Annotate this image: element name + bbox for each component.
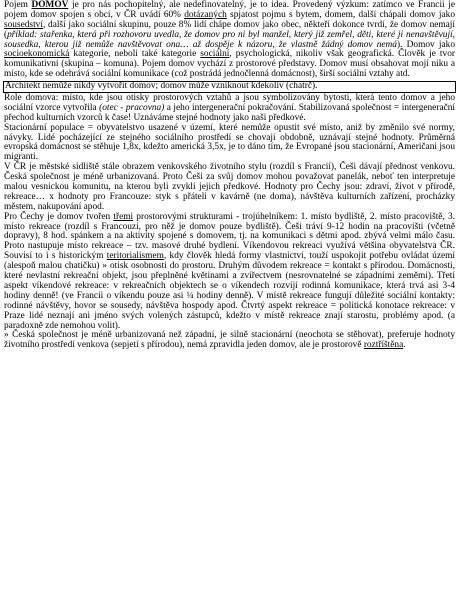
- paragraph-stacionarni-populace: [4, 124, 455, 164]
- text-run: Role domova: místo, kde jsou otisky prostorových vztahů a jsou symbolizovány bytosti, která tento domov a jeho sociální vzorce vytvořila: [4, 93, 455, 113]
- term-roztristena: roztříštěna: [363, 340, 404, 351]
- example-paren: (otec - pracovna): [99, 102, 165, 113]
- text-run: spjatost pojmu s bytem, domem, další chápali domov jako: [226, 9, 456, 20]
- term-teritorialismem: teritorialismem: [106, 251, 164, 262]
- term-socialni: sociální: [200, 49, 230, 60]
- text-run: kategorie, neboli také kategorie: [69, 49, 201, 60]
- example-quote: příklad: stařenka, která při rozhovoru uvedla, že domov pro ni byl manžel, který již zemřel, děti, které ji nenavštěvují, sousedka, kterou již nemůže navštěvovat ona… až dospěje k názoru, že vlastně žádný domov nemá: [4, 29, 455, 50]
- text-run: .: [403, 340, 406, 351]
- paragraph-role-domova: [4, 94, 455, 124]
- text-run: , psychologická, nikoliv však geografická. Člověk je tvor komunikativní (skupina – komuna). Pojem domov vychází z prostorové představy. Domov musí obsahovat mojí niku a místo, kde se odehrává sociální komunikace (což postrádá jednočlenná domácnost), širší sociální vztahy atd.: [4, 49, 455, 80]
- text-run: Pro Čechy je domov tvořen: [4, 211, 114, 222]
- text-run: Stacionární populace = obyvatelstvo usazené v území, které nemůže opustit své místo, aniž by změnilo své normy, návyky. Lidé pocházející ze stejného sociálního prostředí se chovají obdobně, uznávají stejné hodnoty. Průměrná evropská domácnost se stěhuje 1,8x, kdežto americká 3,5x, je to dáno tím, že Evropané jsou stacionární, Američani jsou migranti.: [4, 122, 455, 163]
- text-run: je pro nás pochopitelný, ale nedefinovatelný, je to idea. Provedený výzkum: zatímco ve Francii je pojem domov spojen s obcí, v ČR uvádí 60%: [4, 0, 455, 20]
- text-run: Pojem: [4, 0, 32, 10]
- term-domov: DOMOV: [31, 0, 69, 10]
- paragraph-domov-definition: [4, 1, 455, 80]
- text-run: , kdy člověk hledá formy vlastnictví, touží uspokojit potřebu ovládat území (alespoň malou chatičku) » otisk osobnosti do prostoru. Druhým důvodem rekreace = kontakt s přírodou. Domácnosti, které nevlastní rekreační objekt, jsou přeplněné květinami a zvířectvem (nesrovnatelné se západními zeměmi). Třetí aspekt víkendové rekreace: v rekreačních objektech se o víkendech rozvíjí rodinná komunikace, která trvá asi 3-4 hodiny denně! (ve Francii o víkendu pouze asi ¼ hodiny denně). V místě rekreace fungují důležité sociální kontakty: rodinné návštěvy, hovor se sousedy, návštěva hospody apod. Čtvrtý aspekt rekreace = politická konotace rekreace: v Praze lidé neznají ani jméno svých volených zástupců, kdežto v místě rekreace znají starostu, problémy apod. (a paradoxně zde nemohou volit).: [4, 251, 455, 331]
- term-tremi: třemi: [113, 211, 134, 222]
- architect-note-text: Architekt nemůže nikdy vytvořit domov; domov může vzniknout kdekoliv (chatrč).: [5, 81, 318, 92]
- term-socioekonomicka: socioekonomická: [4, 49, 70, 60]
- paragraph-ceske-sidliste: [4, 163, 455, 212]
- text-run: a jeho intergenerační pokračování. Stabilizovaná společnost = intergenerační přechod kulturních vzorců k čase! Uznáváme stejné hodnoty jako naši předkové.: [4, 102, 456, 123]
- architect-note-box: [3, 81, 456, 93]
- text-run: prostorovými strukturami - trojúhelníkem: 1. místo bydliště, 2. místo pracoviště, 3. místo rekreace (rozdíl s Francouzi, pro něž je domov pouze bydliště). Češi tráví 9-12 hodin na pracovišti (včetně dopravy), 8 hod. spánkem a na aktivity spojené s domovem, tj. na komunikaci s dětmi apod. zbývá velmi málo času. Proto nastupuje místo rekreace – tzv. masové druhé bydlení. Víkendovou rekreaci využívá většina obyvatelstva ČR. Souvisí to i s historickým: [4, 211, 455, 262]
- term-sousedstvi: sousedství: [4, 19, 43, 30]
- text-run: ). Domov jako: [396, 39, 455, 50]
- text-run: V ČR je městské sídliště stále obrazem venkovského životního stylu (rozdíl s Francií), Češi dávají přednost venkovu. Česká společnost je méně urbanizovaná. Proto Češi za svůj domov mohou považovat panelák, neboť ten interpretuje malou vesnickou komunitu, na kterou byli zvyklí jejich předkové. Hodnoty pro Čechy jsou: zdraví, život v přírodě, rekreace… x hodnoty pro Francouze: styk s přáteli v kavárně (ne doma), návštěva kulturních zařízení, procházky městem, nakupování apod.: [4, 162, 455, 212]
- paragraph-trojuhelnik: [4, 213, 455, 332]
- text-run: » Česká společnost je méně urbanizovaná než západní, je silně stacionární (neochota se stěhovat), preferuje hodnoty životního prostředí venkova (sepjetí s přírodou), nemá zpravidla jeden domov, ale je prostorově: [4, 330, 455, 351]
- paragraph-conclusion: [4, 331, 455, 351]
- term-dotazanych: dotázaných: [184, 9, 227, 20]
- text-run: , další jako sociální skupinu, pouze 8% lidí chápe domov jako obec, někteří dokonce tvrdí, že domov nemají (: [4, 19, 455, 40]
